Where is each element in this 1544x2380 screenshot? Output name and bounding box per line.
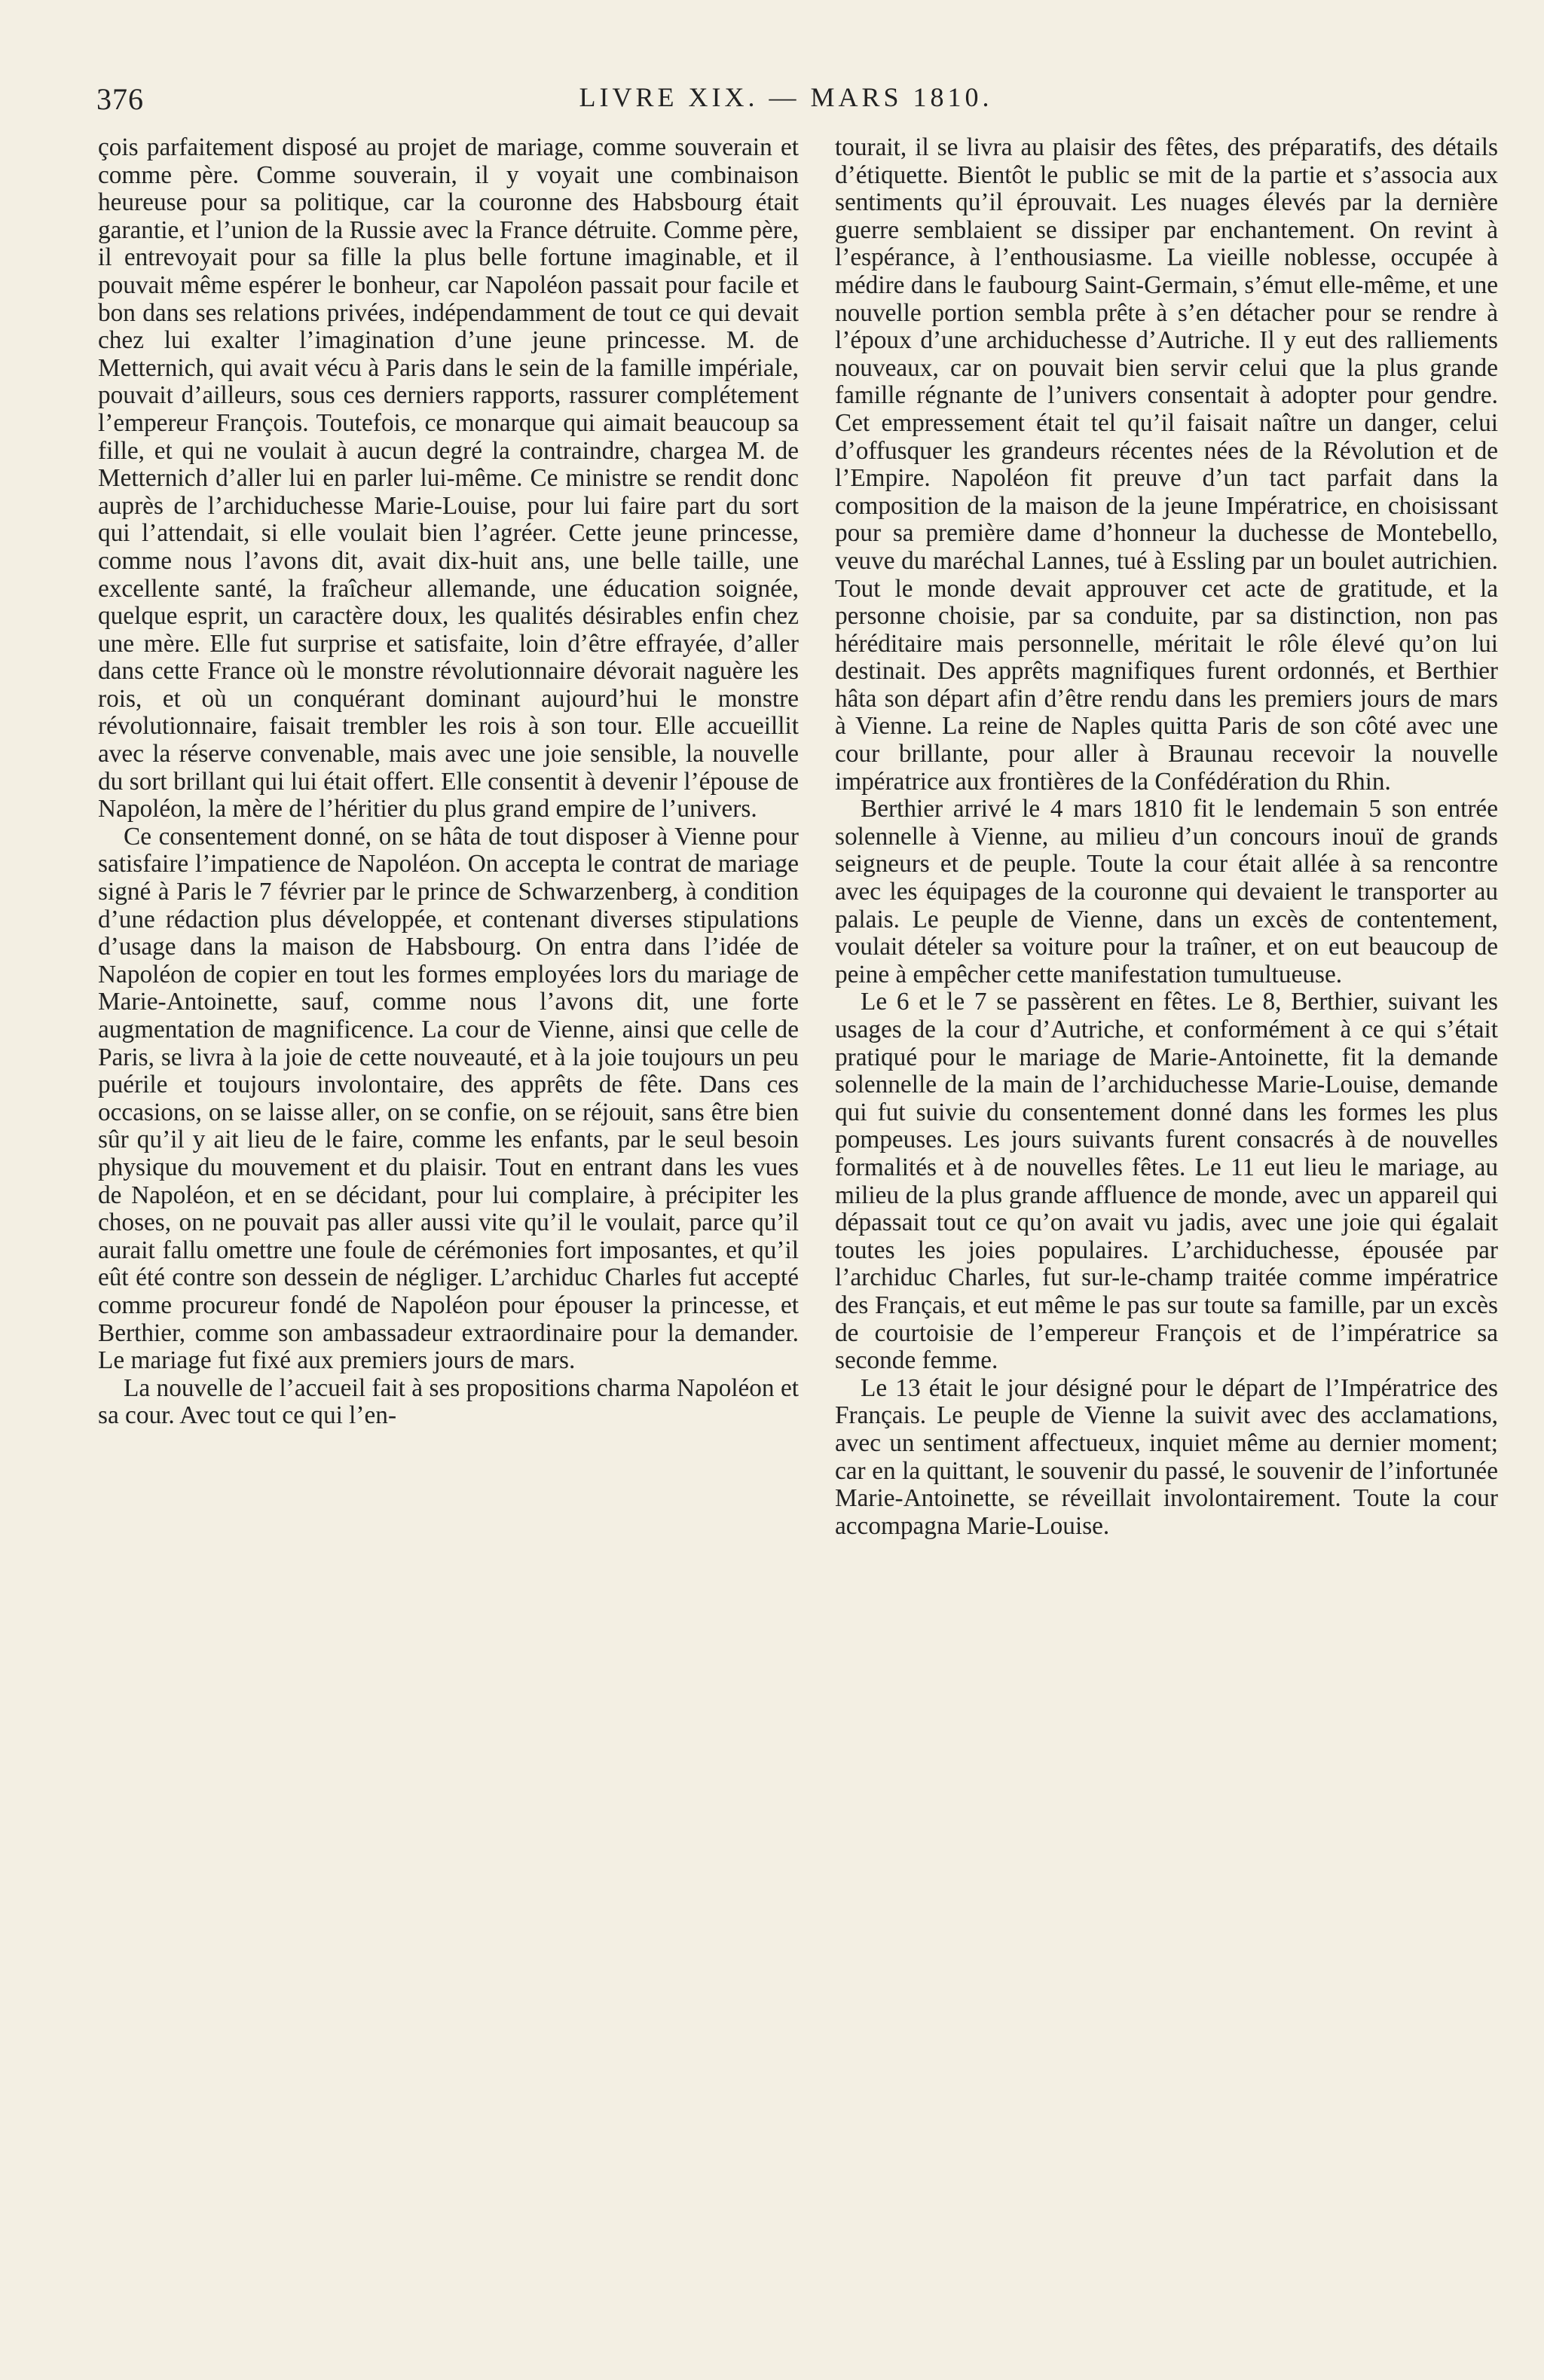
paragraph: La nouvelle de l’accueil fait à ses propositions charma Napoléon et sa cour. Avec tout ce qui l’en- <box>98 1373 799 1430</box>
paragraph: Ce consentement donné, on se hâta de tout disposer à Vienne pour satisfaire l’impatience de Napoléon. On accepta le contrat de mariage signé à Paris le 7 février par le prince de Schwarzenberg, à condition d’une rédaction plus développée, et contenant diverses stipulations d’usage dans la maison de Habsbourg. On entra dans l’idée de Napoléon de copier en tout les formes employées lors du mariage de Marie-Antoinette, sauf, comme nous l’avons dit, une forte augmentation de magnificence. La cour de Vienne, ainsi que celle de Paris, se livra à la joie de cette nouveauté, et à la joie toujours un peu puérile et toujours involontaire, des apprêts de fête. Dans ces occasions, on se laisse aller, on se confie, on se réjouit, sans être bien sûr qu’il y ait lieu de le faire, comme les enfants, par le seul besoin physique du mouvement et du plaisir. Tout en entrant dans les vues de Napoléon, et en se décidant, pour lui complaire, à précipiter les choses, on ne pouvait pas aller aussi vite qu’il le voulait, parce qu’il aurait fallu omettre une foule de cérémonies fort imposantes, et qu’il eût été contre son dessein de négliger. L’archiduc Charles fut accepté comme procureur fondé de Napoléon pour épouser la princesse, et Berthier, comme son ambassadeur extraordinaire pour la demander. Le mariage fut fixé aux premiers jours de mars. <box>98 822 799 1375</box>
left-column <box>98 134 799 1430</box>
paragraph: Berthier arrivé le 4 mars 1810 fit le lendemain 5 son entrée solennelle à Vienne, au milieu d’un concours inouï de grands seigneurs et de peuple. Toute la cour était allée à sa rencontre avec les équipages de la couronne qui devaient le transporter au palais. Le peuple de Vienne, dans un excès de contentement, voulait dételer sa voiture pour la traîner, et on eut beaucoup de peine à empêcher cette manifestation tumultueuse. <box>835 795 1498 988</box>
paragraph: çois parfaitement disposé au projet de mariage, comme souverain et comme père. Comme souverain, il y voyait une combinaison heureuse pour sa politique, car la couronne des Habsbourg était garantie, et l’union de la Russie avec la France détruite. Comme père, il entrevoyait pour sa fille la plus belle fortune imaginable, et il pouvait même espérer le bonheur, car Napoléon passait pour facile et bon dans ses relations privées, indépendamment de tout ce qui devait chez lui exalter l’imagination d’une jeune princesse. M. de Metternich, qui avait vécu à Paris dans le sein de la famille impériale, pouvait d’ailleurs, sous ces derniers rapports, rassurer complétement l’empereur François. Toutefois, ce monarque qui aimait beaucoup sa fille, et qui ne voulait à aucun degré la contraindre, chargea M. de Metternich d’aller lui en parler lui-même. Ce ministre se rendit donc auprès de l’archiduchesse Marie-Louise, pour lui faire part du sort qui l’attendait, si elle voulait bien l’agréer. Cette jeune princesse, comme nous l’avons dit, avait dix-huit ans, une belle taille, une excellente santé, la fraîcheur allemande, une éducation soignée, quelque esprit, un caractère doux, les qualités désirables enfin chez une mère. Elle fut surprise et satisfaite, loin d’être effrayée, d’aller dans cette France où le monstre révolutionnaire dévorait naguère les rois, et où un conquérant dominant aujourd’hui le monstre révolutionnaire, faisait trembler les rois à son tour. Elle accueillit avec la réserve convenable, mais avec une joie sensible, la nouvelle du sort brillant qui lui était offert. Elle consentit à devenir l’épouse de Napoléon, la mère de l’héritier du plus grand empire de l’univers. <box>98 133 799 823</box>
right-column <box>835 134 1498 1540</box>
page-header <box>96 75 1475 121</box>
page-number: 376 <box>96 82 144 116</box>
paragraph: Le 13 était le jour désigné pour le départ de l’Impératrice des Français. Le peuple de Vienne la suivit avec des acclamations, avec un sentiment affectueux, inquiet même au dernier moment; car en la quittant, le souvenir du passé, le souvenir de l’infortunée Marie-Antoinette, se réveillait involontairement. Toute la cour accompagna Marie-Louise. <box>835 1373 1498 1540</box>
running-head: LIVRE XIX. — MARS 1810. <box>579 82 993 112</box>
paragraph: Le 6 et le 7 se passèrent en fêtes. Le 8, Berthier, suivant les usages de la cour d’Autriche, et conformément à ce qui s’était pratiqué pour le mariage de Marie-Antoinette, fit la demande solennelle de la main de l’archiduchesse Marie-Louise, demande qui fut suivie du consentement donné dans les formes les plus pompeuses. Les jours suivants furent consacrés à de nouvelles formalités et à de nouvelles fêtes. Le 11 eut lieu le mariage, au milieu de la plus grande affluence de monde, avec un appareil qui dépassait tout ce qu’on avait vu jadis, avec une joie qui égalait toutes les joies populaires. L’archiduchesse, épousée par l’archiduc Charles, fut sur-le-champ traitée comme impératrice des Français, et eut même le pas sur toute sa famille, par un excès de courtoisie de l’empereur François et de l’impératrice sa seconde femme. <box>835 988 1498 1375</box>
paragraph: tourait, il se livra au plaisir des fêtes, des préparatifs, des détails d’étiquette. Bientôt le public se mit de la partie et s’associa aux sentiments qu’il éprouvait. Les nuages élevés par la dernière guerre semblaient se dissiper par enchantement. On revint à l’espérance, à l’enthousiasme. La vieille noblesse, occupée à médire dans le faubourg Saint-Germain, s’émut elle-même, et une nouvelle portion sembla prête à s’en détacher pour se rendre à l’époux d’une archiduchesse d’Autriche. Il y eut des ralliements nouveaux, car on pouvait bien servir celui que la plus grande famille régnante de l’univers consentait à adopter pour gendre. Cet empressement était tel qu’il faisait naître un danger, celui d’offusquer les grandeurs récentes nées de la Révolution et de l’Empire. Napoléon fit preuve d’un tact parfait dans la composition de la maison de la jeune Impératrice, en choisissant pour sa première dame d’honneur la duchesse de Montebello, veuve du maréchal Lannes, tué à Essling par un boulet autrichien. Tout le monde devait approuver cet acte de gratitude, et la personne choisie, par sa conduite, par sa distinction, non pas héréditaire mais personnelle, méritait le rôle élevé qu’on lui destinait. Des apprêts magnifiques furent ordonnés, et Berthier hâta son départ afin d’être rendu dans les premiers jours de mars à Vienne. La reine de Naples quitta Paris de son côté avec une cour brillante, pour aller à Braunau recevoir la nouvelle impératrice aux frontières de la Confédération du Rhin. <box>835 133 1498 796</box>
